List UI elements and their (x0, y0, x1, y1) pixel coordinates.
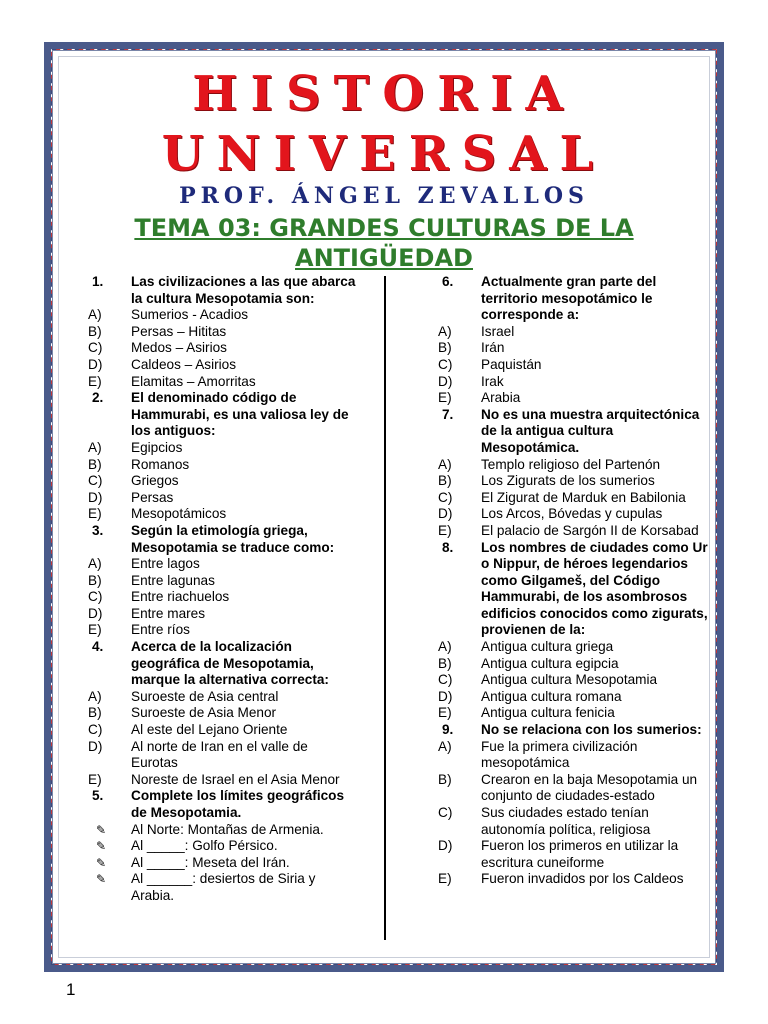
item-label: 5. (92, 788, 104, 804)
question (88, 639, 356, 689)
item-label: A) (438, 456, 452, 472)
answer-option (438, 523, 708, 540)
item-label: C) (438, 805, 453, 820)
answer-option (88, 473, 356, 490)
item-label: E) (438, 871, 452, 887)
item-label: D) (438, 506, 453, 522)
item-text: Suroeste de Asia Menor (131, 705, 277, 721)
question (88, 390, 356, 440)
item-text: Antigua cultura romana (481, 688, 622, 704)
item-text: Antigua cultura griega (481, 639, 614, 655)
answer-option (438, 772, 708, 805)
item-text: Mesopotámicos (131, 506, 227, 522)
item-label: A) (438, 738, 452, 754)
item-label: E) (88, 373, 102, 389)
item-label: B) (88, 456, 102, 472)
answer-option (438, 705, 708, 722)
item-label: A) (88, 307, 102, 323)
item-label: D) (88, 356, 103, 372)
item-text: Elamitas – Amorritas (131, 373, 256, 389)
item-text: Entre ríos (131, 622, 190, 638)
item-text: Irán (481, 340, 505, 356)
answer-option (438, 457, 708, 474)
item-label: B) (438, 771, 452, 787)
item-text: Persas (131, 489, 174, 505)
answer-option (438, 506, 708, 523)
answer-option (88, 506, 356, 523)
item-label: C) (88, 340, 103, 356)
item-label: 3. (92, 522, 104, 538)
answer-option (88, 357, 356, 374)
item-label: C) (438, 356, 453, 372)
item-text: Entre riachuelos (131, 589, 230, 605)
title-line-1: HISTORIA (192, 66, 576, 122)
pencil-icon: ✎ (96, 855, 107, 870)
item-text: Entre lagunas (131, 572, 215, 588)
item-label: 7. (442, 406, 454, 422)
item-label: E) (438, 390, 452, 406)
item-label: B) (88, 572, 102, 588)
item-text: Antigua cultura egipcia (481, 655, 619, 671)
item-text: Al _____: Meseta del Irán. (131, 854, 290, 870)
answer-option (438, 805, 708, 838)
item-label: E) (438, 522, 452, 538)
answer-option (438, 357, 708, 374)
item-text: Suroeste de Asia central (131, 688, 279, 704)
answer-option (88, 705, 356, 722)
answer-option (88, 324, 356, 341)
item-label: 4. (92, 639, 104, 655)
item-text: Según la etimología griega, Mesopotamia se traduce como: (131, 522, 335, 555)
item-text: Sumerios - Acadios (131, 307, 249, 323)
item-text: Romanos (131, 456, 190, 472)
item-text: Actualmente gran parte del territorio mesopotámico le corresponde a: (481, 274, 657, 323)
item-label: E) (88, 622, 102, 638)
item-text: Persas – Hititas (131, 323, 227, 339)
item-text: Fueron invadidos por los Caldeos (481, 871, 684, 887)
question (438, 722, 708, 739)
answer-option (88, 722, 356, 739)
answer-option (438, 672, 708, 689)
answer-option (88, 374, 356, 391)
answer-option (438, 374, 708, 391)
item-text: Griegos (131, 473, 179, 489)
answer-option (438, 871, 708, 888)
item-label: B) (88, 705, 102, 721)
item-label: D) (88, 738, 103, 754)
item-label: 1. (92, 274, 104, 289)
answer-option (88, 556, 356, 573)
item-text: Israel (481, 323, 515, 339)
item-text: No es una muestra arquitectónica de la antigua cultura Mesopotámica. (481, 406, 700, 455)
item-label: A) (88, 556, 102, 572)
item-label: B) (88, 323, 102, 339)
item-label: C) (438, 489, 453, 505)
item-label: B) (438, 655, 452, 671)
item-label: C) (88, 589, 103, 605)
answer-option (88, 622, 356, 639)
bullet-item (88, 855, 356, 872)
item-label: E) (88, 506, 102, 522)
item-label: A) (88, 439, 102, 455)
answer-option (438, 473, 708, 490)
item-text: Entre mares (131, 605, 206, 621)
pencil-icon: ✎ (96, 822, 107, 837)
answer-option (438, 689, 708, 706)
left-question-column (88, 274, 356, 905)
answer-option (88, 606, 356, 623)
answer-option (438, 739, 708, 772)
answer-option (88, 772, 356, 789)
item-text: Fueron los primeros en utilizar la escritura cuneiforme (481, 838, 679, 870)
answer-option (438, 656, 708, 673)
answer-option (88, 307, 356, 324)
pencil-icon: ✎ (96, 872, 107, 887)
answer-option (438, 838, 708, 871)
item-text: El Zigurat de Marduk en Babilonia (481, 489, 686, 505)
item-text: Antigua cultura fenicia (481, 705, 615, 721)
item-label: B) (438, 340, 452, 356)
bullet-item (88, 838, 356, 855)
question (438, 407, 708, 457)
column-divider (384, 276, 386, 940)
item-text: Entre lagos (131, 556, 200, 572)
page-number: 1 (66, 980, 76, 999)
item-text: Irak (481, 373, 504, 389)
answer-option (88, 573, 356, 590)
item-label: 2. (92, 390, 104, 406)
answer-option (438, 490, 708, 507)
item-text: Caldeos – Asirios (131, 356, 237, 372)
item-text: El denominado código de Hammurabi, es una valiosa ley de los antiguos: (131, 390, 349, 439)
item-label: D) (88, 489, 103, 505)
item-label: A) (438, 323, 452, 339)
answer-option (438, 390, 708, 407)
item-text: Los Zigurats de los sumerios (481, 473, 655, 489)
answer-option (438, 340, 708, 357)
item-text: Al ______: desiertos de Siria y Arabia. (131, 871, 316, 903)
item-label: 6. (442, 274, 454, 289)
item-text: Al este del Lejano Oriente (131, 722, 288, 738)
item-text: Fue la primera civilización mesopotámica (481, 738, 638, 771)
question (438, 540, 708, 640)
item-label: 9. (442, 722, 454, 738)
item-label: D) (438, 688, 453, 704)
item-text: Al norte de Iran en el valle de Eurotas (131, 738, 308, 771)
item-text: Sus ciudades estado tenían autonomía política, religiosa (481, 805, 651, 837)
question (88, 274, 356, 307)
item-label: C) (88, 722, 103, 738)
bullet-item (88, 871, 356, 904)
item-text: El palacio de Sargón II de Korsabad (481, 522, 699, 538)
item-label: D) (88, 605, 103, 621)
item-label: E) (88, 771, 102, 787)
question (438, 274, 708, 324)
topic-heading-line-2: ANTIGÜEDAD (295, 244, 473, 272)
item-text: Al _____: Golfo Pérsico. (131, 838, 278, 854)
item-text: Crearon en la baja Mesopotamia un conjunto de ciudades-estado (481, 771, 698, 804)
answer-option (88, 490, 356, 507)
question (88, 523, 356, 556)
item-label: C) (438, 672, 453, 688)
answer-option (438, 639, 708, 656)
item-text: Los Arcos, Bóvedas y cupulas (481, 506, 663, 522)
item-text: Acerca de la localización geográfica de Mesopotamia, marque la alternativa correcta: (131, 639, 329, 688)
item-label: C) (88, 473, 103, 489)
bullet-item (88, 822, 356, 839)
item-text: Templo religioso del Partenón (481, 456, 661, 472)
item-text: Arabia (481, 390, 521, 406)
answer-option (88, 440, 356, 457)
answer-option (88, 340, 356, 357)
item-label: B) (438, 473, 452, 489)
item-label: 8. (442, 539, 454, 555)
title-line-2: UNIVERSAL (161, 126, 607, 182)
right-question-column (438, 274, 708, 888)
topic-heading-line-1: TEMA 03: GRANDES CULTURAS DE LA (134, 214, 634, 242)
item-label: D) (438, 838, 453, 854)
question (88, 788, 356, 821)
answer-option (88, 457, 356, 474)
item-text: Antigua cultura Mesopotamia (481, 672, 658, 688)
item-text: Noreste de Israel en el Asia Menor (131, 771, 340, 787)
answer-option (88, 589, 356, 606)
item-text: Al Norte: Montañas de Armenia. (131, 821, 324, 837)
item-text: Egipcios (131, 439, 183, 455)
item-label: E) (438, 705, 452, 721)
item-label: D) (438, 373, 453, 389)
pencil-icon: ✎ (96, 839, 107, 854)
item-label: A) (438, 639, 452, 655)
item-label: A) (88, 688, 102, 704)
answer-option (88, 689, 356, 706)
professor-name: PROF. ÁNGEL ZEVALLOS (179, 183, 589, 209)
item-text: Paquistán (481, 356, 542, 372)
answer-option (438, 324, 708, 341)
item-text: Los nombres de ciudades como Ur o Nippur, de héroes legendarios como Gilgameš, del Código Hammurabi, de los asombrosos edificios conocidos como zigurats, provienen de la: (481, 539, 708, 638)
answer-option (88, 739, 356, 772)
item-text: Complete los límites geográficos de Mesopotamia. (131, 788, 345, 820)
item-text: Medos – Asirios (131, 340, 227, 356)
item-text: No se relaciona con los sumerios: (481, 722, 702, 738)
item-text: Las civilizaciones a las que abarca la cultura Mesopotamia son: (131, 274, 356, 306)
